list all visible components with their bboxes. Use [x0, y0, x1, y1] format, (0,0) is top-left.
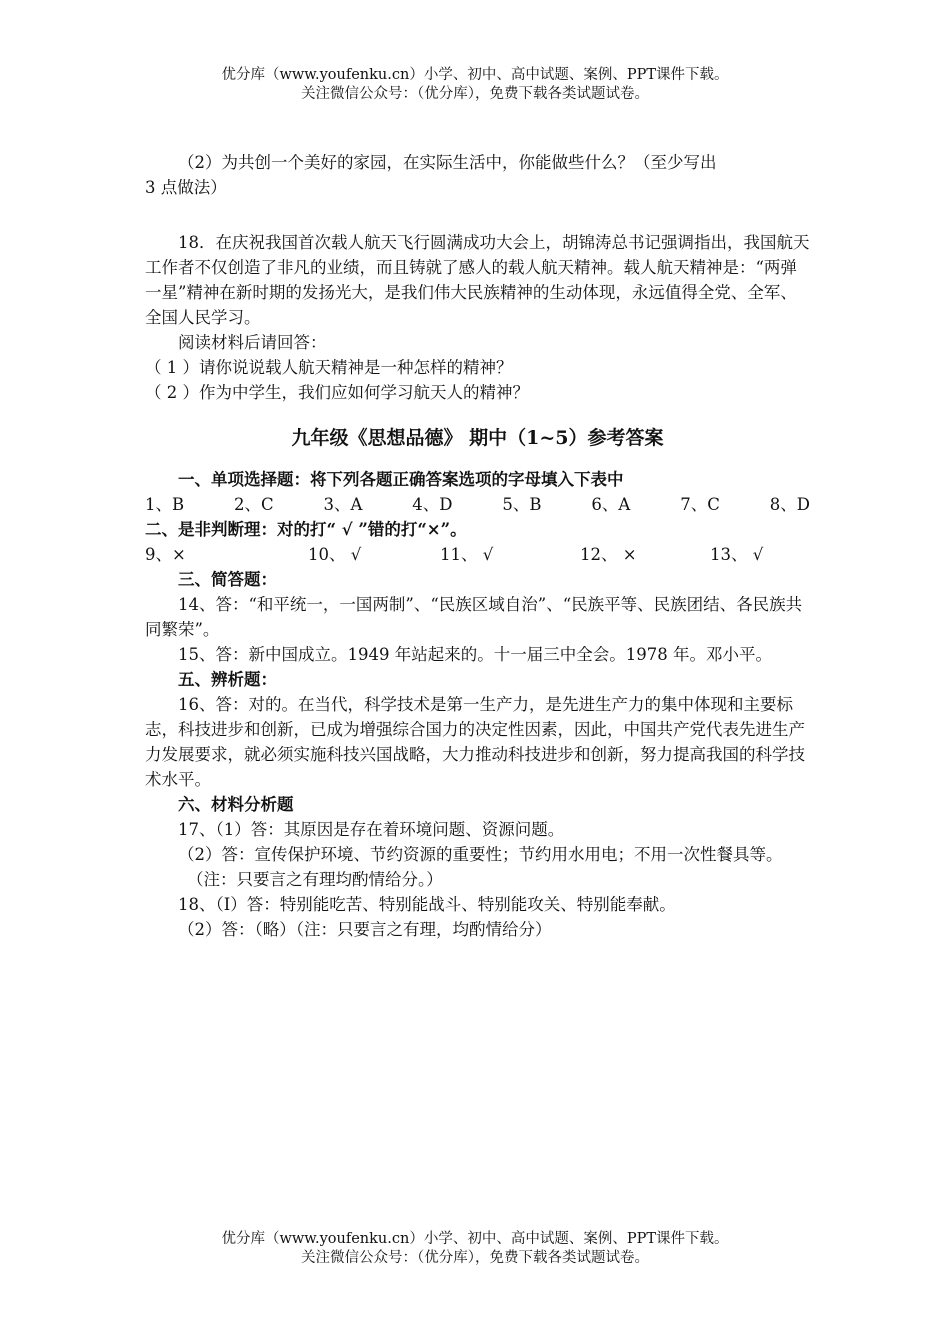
answer-18-1: 18、（I）答：特别能吃苦、特别能战斗、特别能攻关、特别能奉献。 [178, 895, 676, 914]
q17-2-line1: （2）为共创一个美好的家园，在实际生活中，你能做些什么？（至少写出 [178, 153, 717, 172]
answer-18-2: （2）答：（略）（注：只要言之有理，均酌情给分） [178, 920, 552, 939]
answer-7: 7、C [680, 495, 720, 514]
answer-16: 16、答：对的。在当代，科学技术是第一生产力，是先进生产力的集中体现和主要标志，科技进步和创新，已成为增强综合国力的决定性因素，因此，中国共产党代表先进生产力发展要求，就必须实施科技兴国战略，大力推动科技进步和创新，努力提高我国的科学技术水平。 [145, 695, 805, 789]
answer-note: （注：只要言之有理均酌情给分。） [187, 870, 443, 889]
answer-11: 11、 √ [440, 545, 494, 564]
answer-3: 3、A [323, 495, 363, 514]
answer-1: 1、B [145, 495, 185, 514]
answer-15: 15、答：新中国成立。1949 年站起来的。十一届三中全会。1978 年。邓小平。 [178, 645, 772, 664]
page-header [0, 66, 950, 104]
answer-9: 9、× [145, 545, 186, 564]
q18-sub1: （ 1 ）请你说说载人航天精神是一种怎样的精神？ [145, 358, 513, 377]
footer-line-2: 关注微信公众号：（优分库），免费下载各类试题试卷。 [301, 1250, 649, 1266]
answer-12: 12、 × [580, 545, 637, 564]
q18-text: 18．在庆祝我国首次载人航天飞行圆满成功大会上，胡锦涛总书记强调指出，我国航天工作者不仅创造了非凡的业绩，而且铸就了感人的载人航天精神。载人航天精神是：“两弹一星”精神在新时期的发扬光大，是我们伟大民族精神的生动体现，永远值得全党、全军、全国人民学习。 [145, 233, 810, 327]
q17-2-line2: 3 点做法） [145, 178, 227, 197]
header-line-1: 优分库（www.youfenku.cn）小学、初中、高中试题、案例、PPT课件下载。 [221, 67, 729, 83]
footer-line-1: 优分库（www.youfenku.cn）小学、初中、高中试题、案例、PPT课件下载。 [221, 1231, 729, 1247]
answer-17-2: （2）答：宣传保护环境、节约资源的重要性；节约用水用电；不用一次性餐具等。 [178, 845, 783, 864]
page-content [145, 150, 810, 942]
q18-sub2: （ 2 ）作为中学生，我们应如何学习航天人的精神？ [145, 383, 529, 402]
section2-answers [145, 542, 810, 567]
answer-10: 10、 √ [308, 545, 362, 564]
q18-instruction: 阅读材料后请回答： [178, 333, 327, 352]
answer-17-1: 17、（1）答：其原因是存在着环境问题、资源问题。 [178, 820, 565, 839]
section6-heading: 六、材料分析题 [178, 795, 294, 814]
answer-2: 2、C [234, 495, 274, 514]
answer-6: 6、A [591, 495, 631, 514]
header-line-2: 关注微信公众号：（优分库），免费下载各类试题试卷。 [301, 86, 649, 102]
answer-8: 8、D [769, 495, 810, 514]
answer-5: 5、B [502, 495, 542, 514]
section3-heading: 三、简答题： [178, 570, 277, 589]
answer-14: 14、答：“和平统一，一国两制”、“民族区域自治”、“民族平等、民族团结、各民族共同繁荣”。 [145, 595, 803, 639]
page-footer [0, 1230, 950, 1268]
section1-answers [145, 492, 810, 517]
answer-13: 13、 √ [710, 545, 764, 564]
section5-heading: 五、辨析题： [178, 670, 277, 689]
section1-heading: 一、单项选择题：将下列各题正确答案选项的字母填入下表中 [178, 470, 624, 489]
section2-heading: 二、是非判断理：对的打“ √ ”错的打“×”。 [145, 520, 467, 539]
answer-4: 4、D [412, 495, 453, 514]
answer-title: 九年级《思想品德》 期中（1~5）参考答案 [291, 427, 664, 449]
